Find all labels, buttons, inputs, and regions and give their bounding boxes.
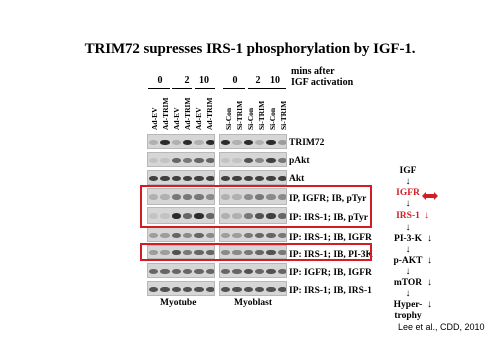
myoblast-lane-5: Si-Con	[268, 107, 277, 130]
myotube-blot-strip	[147, 170, 215, 185]
pathway-igfr: IGFR	[396, 188, 420, 198]
blot-band	[244, 287, 254, 292]
blot-band	[194, 176, 204, 181]
arrow-down-icon: ↓	[405, 198, 411, 209]
myoblast-time-10: 10	[270, 75, 280, 86]
myoblast-blot-strip	[219, 152, 287, 167]
blot-band	[232, 269, 242, 274]
blot-band	[206, 287, 215, 292]
blot-band	[244, 176, 254, 181]
blot-band	[160, 158, 170, 163]
blot-band	[194, 269, 204, 274]
blot-band	[206, 176, 215, 181]
myotube-lane-5: Ad-EV	[194, 107, 203, 130]
blot-band	[160, 233, 170, 238]
blot-band	[149, 269, 159, 274]
myotube-blot-strip	[147, 134, 215, 149]
blot-band	[206, 269, 215, 274]
pathway-pi3k: PI-3-K	[394, 234, 422, 244]
row-label-igfr-igfr: IP: IGFR; IB, IGFR	[289, 268, 372, 278]
myoblast-time-underline-0	[223, 88, 245, 89]
pathway-hypertrophy: Hyper- trophy	[393, 300, 423, 321]
blot-band	[172, 287, 182, 292]
myotube-lane-6: Ad-TRIM	[205, 97, 214, 130]
myoblast-blot-strip	[219, 281, 287, 296]
blot-band	[206, 233, 215, 238]
myoblast-blot-strip	[219, 227, 287, 242]
blot-band	[172, 269, 182, 274]
blot-band	[255, 233, 265, 238]
row-label-trim72: TRIM72	[289, 138, 325, 148]
blot-band	[244, 158, 254, 163]
blot-band	[266, 287, 276, 292]
arrow-down-icon: ↓	[405, 244, 411, 255]
myoblast-time-0: 0	[232, 75, 238, 86]
myotube-blot-strip	[147, 152, 215, 167]
pathway-irs1: IRS-1	[396, 211, 420, 221]
blot-band	[221, 287, 231, 292]
myoblast-time-2: 2	[255, 75, 261, 86]
row-label-irs1-ptyr: IP: IRS-1; IB, pTyr	[289, 213, 368, 223]
row-label-irs1-irs1: IP: IRS-1; IB, IRS-1	[289, 286, 372, 296]
blot-band	[255, 176, 265, 181]
down-arrow-icon: ↓	[427, 233, 432, 244]
myoblast-lane-3: Si-Con	[246, 107, 255, 130]
blot-band	[149, 287, 159, 292]
highlight-box-pi3k	[140, 243, 372, 261]
blot-band	[255, 140, 265, 145]
row-label-pakt: pAkt	[289, 156, 310, 166]
blot-band	[183, 140, 193, 145]
blot-band	[221, 233, 231, 238]
blot-band	[149, 176, 159, 181]
blot-band	[194, 158, 204, 163]
myoblast-label: Myoblast	[234, 298, 272, 308]
row-label-irs1-igfr: IP: IRS-1; IB, IGFR	[289, 233, 372, 243]
blot-band	[183, 158, 193, 163]
arrow-down-icon: ↓	[405, 176, 411, 187]
blot-band	[149, 158, 159, 163]
blot-band	[183, 176, 193, 181]
blot-band	[266, 140, 276, 145]
blot-band	[244, 140, 254, 145]
blot-band	[255, 287, 265, 292]
blot-band	[232, 158, 242, 163]
blot-band	[160, 176, 170, 181]
blot-band	[266, 158, 276, 163]
blot-band	[160, 287, 170, 292]
down-red-arrow-icon: ↓	[424, 210, 429, 221]
blot-band	[244, 233, 254, 238]
down-arrow-icon: ↓	[427, 299, 432, 310]
blot-band	[221, 176, 231, 181]
blot-band	[244, 269, 254, 274]
down-arrow-icon: ↓	[427, 255, 432, 266]
myotube-lane-2: Ad-TRIM	[161, 97, 170, 130]
myoblast-time-underline-10	[268, 88, 286, 89]
pathway-igf: IGF	[399, 166, 417, 176]
myoblast-blot-strip	[219, 263, 287, 278]
row-label-akt: Akt	[289, 174, 305, 184]
blot-band	[278, 140, 287, 145]
pathway-mtor: mTOR	[393, 278, 423, 288]
myoblast-blot-strip	[219, 134, 287, 149]
blot-band	[194, 140, 204, 145]
blot-band	[278, 287, 287, 292]
blot-band	[278, 176, 287, 181]
blot-band	[160, 269, 170, 274]
blot-band	[172, 140, 182, 145]
myotube-label: Myotube	[160, 298, 197, 308]
myotube-time-underline-0	[148, 88, 170, 89]
row-label-irs1-pi3k: IP: IRS-1; IB, PI-3K	[289, 250, 373, 260]
blot-band	[183, 287, 193, 292]
myotube-blot-strip	[147, 281, 215, 296]
myoblast-lane-4: Si-TRIM	[257, 100, 266, 130]
time-header: mins after IGF activation	[291, 66, 354, 88]
myotube-time-2: 2	[184, 75, 190, 86]
blot-band	[183, 233, 193, 238]
blot-band	[206, 140, 215, 145]
blot-band	[255, 158, 265, 163]
myotube-time-underline-10	[195, 88, 215, 89]
blot-band	[172, 158, 182, 163]
myoblast-lane-2: Si-TRIM	[235, 100, 244, 130]
citation: Lee et al., CDD, 2010	[398, 322, 485, 332]
blot-band	[278, 269, 287, 274]
blot-band	[266, 176, 276, 181]
highlight-box-ptyr	[140, 185, 372, 228]
blot-band	[232, 287, 242, 292]
blot-band	[183, 269, 193, 274]
blot-band	[232, 233, 242, 238]
arrow-down-icon: ↓	[405, 222, 411, 233]
figure-title: TRIM72 supresses IRS-1 phosphorylation by IGF-1.	[84, 41, 416, 57]
blot-band	[232, 140, 242, 145]
blot-band	[266, 233, 276, 238]
myoblast-blot-strip	[219, 170, 287, 185]
blot-band	[221, 140, 231, 145]
arrow-down-icon: ↓	[405, 288, 411, 299]
blot-band	[149, 233, 159, 238]
blot-band	[278, 233, 287, 238]
myoblast-time-underline-2	[248, 88, 268, 89]
myotube-time-0: 0	[157, 75, 163, 86]
blot-band	[232, 176, 242, 181]
blot-band	[206, 158, 215, 163]
blot-band	[149, 140, 159, 145]
myoblast-lane-1: Si-Con	[224, 107, 233, 130]
arrow-down-icon: ↓	[405, 266, 411, 277]
myotube-lane-3: Ad-EV	[172, 107, 181, 130]
myotube-time-10: 10	[199, 75, 209, 86]
blot-band	[172, 233, 182, 238]
myoblast-lane-6: Si-TRIM	[279, 100, 288, 130]
blot-band	[278, 158, 287, 163]
blot-band	[172, 176, 182, 181]
blot-band	[194, 287, 204, 292]
down-arrow-icon: ↓	[427, 277, 432, 288]
blot-band	[221, 269, 231, 274]
pathway-pakt: p-AKT	[393, 256, 423, 266]
blot-band	[266, 269, 276, 274]
blot-band	[221, 158, 231, 163]
myotube-lane-1: Ad-EV	[150, 107, 159, 130]
blot-band	[160, 140, 170, 145]
myotube-blot-strip	[147, 227, 215, 242]
blot-band	[255, 269, 265, 274]
myotube-time-underline-2	[172, 88, 192, 89]
blot-band	[194, 233, 204, 238]
myotube-blot-strip	[147, 263, 215, 278]
row-label-igfr-ptyr: IP, IGFR; IB, pTyr	[289, 194, 367, 204]
myotube-lane-4: Ad-TRIM	[183, 97, 192, 130]
